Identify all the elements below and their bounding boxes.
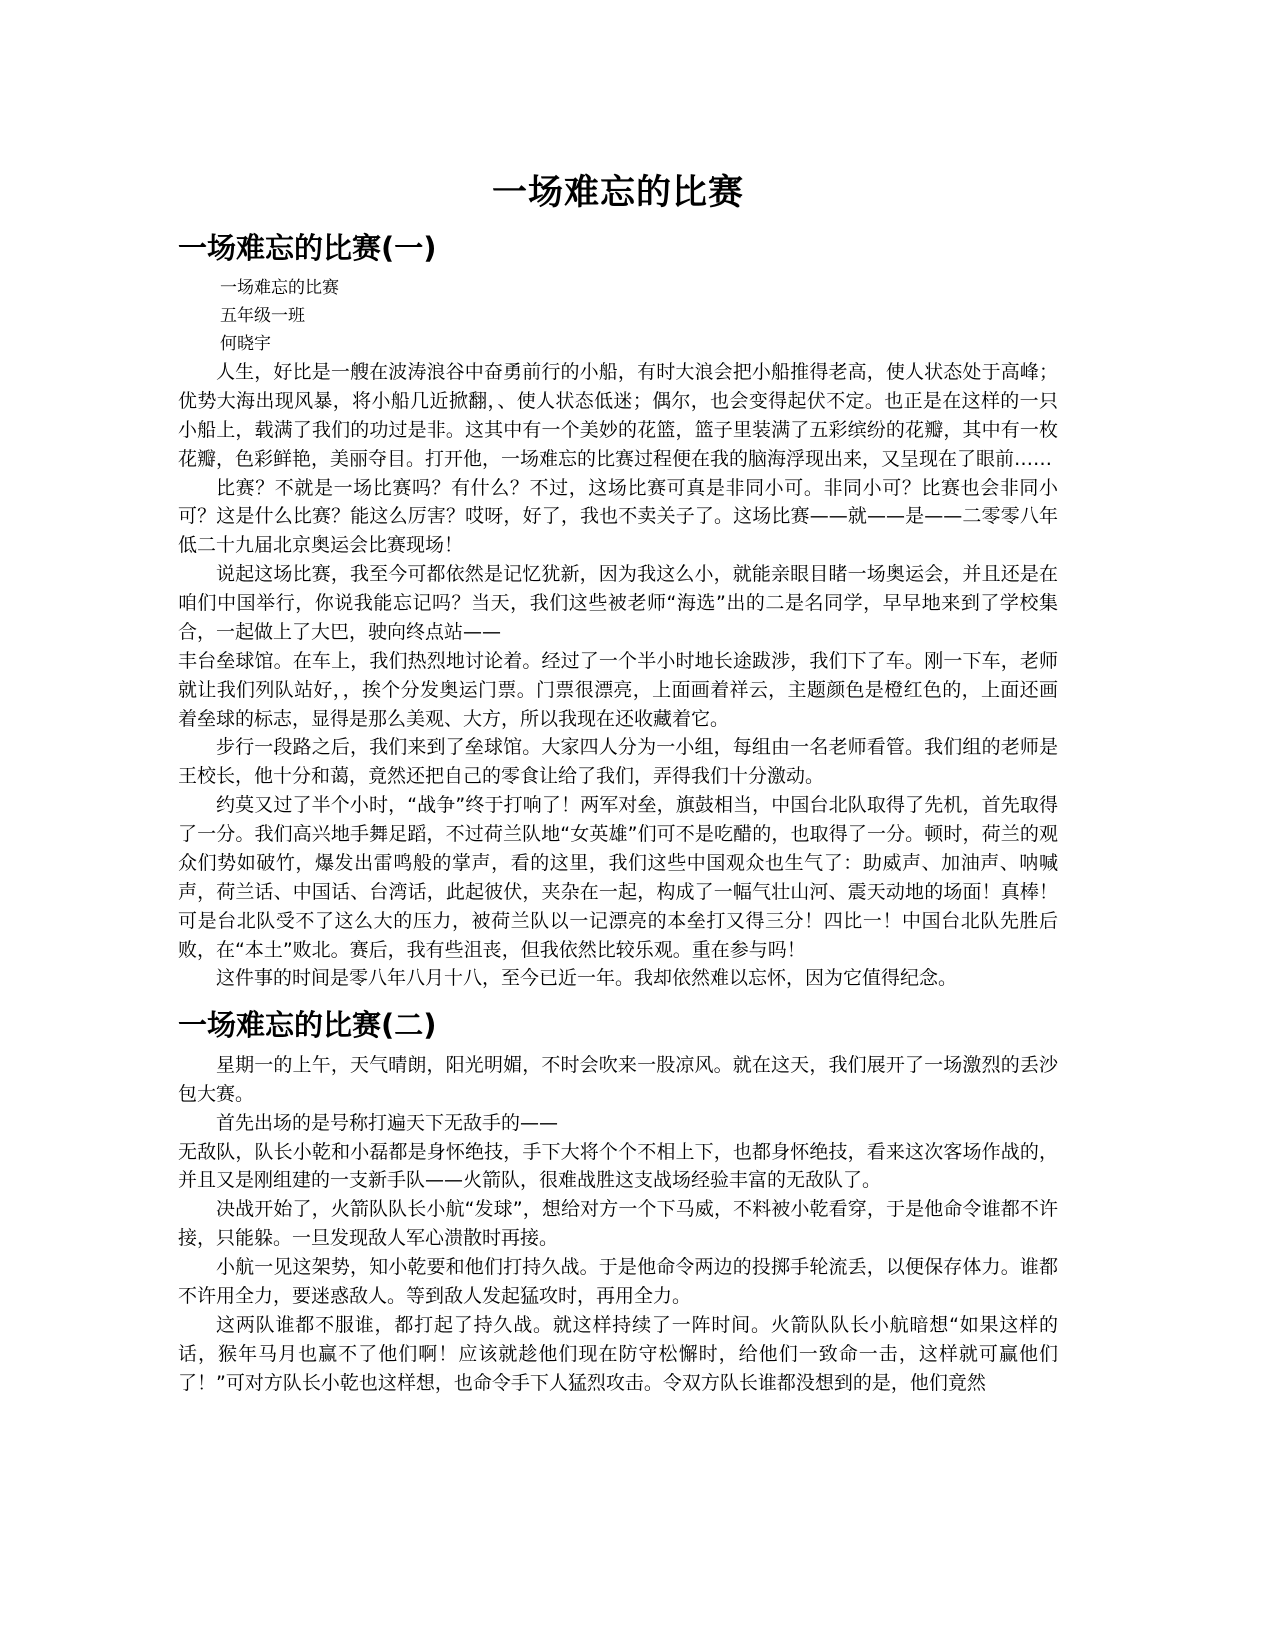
paragraph: 丰台垒球馆。在车上，我们热烈地讨论着。经过了一个半小时地长途跋涉，我们下了车。刚一下车，老师就让我们列队站好，，挨个分发奥运门票。门票很漂亮，上面画着祥云，主题颜色是橙红色的，上面还画着垒球的标志，显得是那么美观、大方，所以我现在还收藏着它。 xyxy=(178,649,1058,730)
byline-line: 何晓宇 xyxy=(220,333,271,354)
section-body-two xyxy=(178,1051,1058,1398)
page-title: 一场难忘的比赛 xyxy=(491,173,744,213)
paragraph: 星期一的上午，天气晴朗，阳光明媚，不时会吹来一股凉风。就在这天，我们展开了一场激烈的丢沙包大赛。 xyxy=(178,1053,1058,1105)
section-heading-two: 一场难忘的比赛(二) xyxy=(178,1008,437,1043)
paragraph: 说起这场比赛，我至今可都依然是记忆犹新，因为我这么小，就能亲眼目睹一场奥运会，并且还是在咱们中国举行，你说我能忘记吗？当天，我们这些被老师“海选”出的二是名同学，早早地来到了学校集合，一起做上了大巴，驶向终点站—— xyxy=(178,563,1058,643)
byline-line: 一场难忘的比赛 xyxy=(220,278,339,299)
paragraph: 这件事的时间是零八年八月十八，至今已近一年。我却依然难以忘怀，因为它值得纪念。 xyxy=(216,967,958,990)
byline-line: 五年级一班 xyxy=(220,305,305,326)
paragraph: 步行一段路之后，我们来到了垒球馆。大家四人分为一小组，每组由一名老师看管。我们组的老师是王校长，他十分和蔼，竟然还把自己的零食让给了我们，弄得我们十分激动。 xyxy=(178,736,1058,788)
paragraph: 约莫又过了半个小时，“战争”终于打响了！两军对垒，旗鼓相当，中国台北队取得了先机，首先取得了一分。我们高兴地手舞足蹈，不过荷兰队地“女英雄”们可不是吃醋的，也取得了一分。顿时，荷兰的观众们势如破竹，爆发出雷鸣般的掌声，看的这里，我们这些中国观众也生气了：助威声、加油声、呐喊声，荷兰话、中国话、台湾话，此起彼伏，夹杂在一起，构成了一幅气壮山河、震天动地的场面！真棒！可是台北队受不了这么大的压力，被荷兰队以一记漂亮的本垒打又得三分！四比一！中国台北队先胜后败，在“本土”败北。赛后，我有些沮丧，但我依然比较乐观。重在参与吗！ xyxy=(178,794,1058,961)
paragraph: 决战开始了，火箭队队长小航“发球”，想给对方一个下马威，不料被小乾看穿，于是他命令谁都不许接，只能躲。一旦发现敌人军心溃散时再接。 xyxy=(178,1198,1058,1250)
paragraph: 无敌队，队长小乾和小磊都是身怀绝技，手下大将个个不相上下，也都身怀绝技，看来这次客场作战的，并且又是刚组建的一支新手队——火箭队，很难战胜这支战场经验丰富的无敌队了。 xyxy=(178,1140,1058,1192)
paragraph: 小航一见这架势，知小乾要和他们打持久战。于是他命令两边的投掷手轮流丢，以便保存体力。谁都不许用全力，要迷惑敌人。等到敌人发起猛攻时，再用全力。 xyxy=(178,1256,1058,1307)
section-heading-one: 一场难忘的比赛(一) xyxy=(178,230,437,265)
paragraph: 比赛？不就是一场比赛吗？有什么？不过，这场比赛可真是非同小可。非同小可？比赛也会非同小可？这是什么比赛？能这么厉害？哎呀，好了，我也不卖关子了。这场比赛——就——是——二零零八年低二十九届北京奥运会比赛现场！ xyxy=(178,476,1058,557)
paragraph: 人生，好比是一艘在波涛浪谷中奋勇前行的小船，有时大浪会把小船推得老高，使人状态处于高峰；优势大海出现风暴，将小船几近掀翻，、使人状态低迷；偶尔，也会变得起伏不定。也正是在这样的一只小船上，载满了我们的功过是非。这其中有一个美妙的花篮，篮子里装满了五彩缤纷的花瓣，其中有一枚花瓣，色彩鲜艳，美丽夺目。打开他，一场难忘的比赛过程便在我的脑海浮现出来，又呈现在了眼前…… xyxy=(178,361,1058,470)
byline-block-one xyxy=(178,275,1058,358)
section-body-one xyxy=(178,358,1058,993)
paragraph: 这两队谁都不服谁，都打起了持久战。就这样持续了一阵时间。火箭队队长小航暗想“如果这样的话，猴年马月也赢不了他们啊！应该就趁他们现在防守松懈时，给他们一致命一击，这样就可赢他们了！”可对方队长小乾也这样想，也命令手下人猛烈攻击。令双方队长谁都没想到的是，他们竟然 xyxy=(178,1313,1058,1394)
paragraph: 首先出场的是号称打遍天下无敌手的—— xyxy=(216,1111,559,1134)
document-content xyxy=(178,172,1058,1397)
